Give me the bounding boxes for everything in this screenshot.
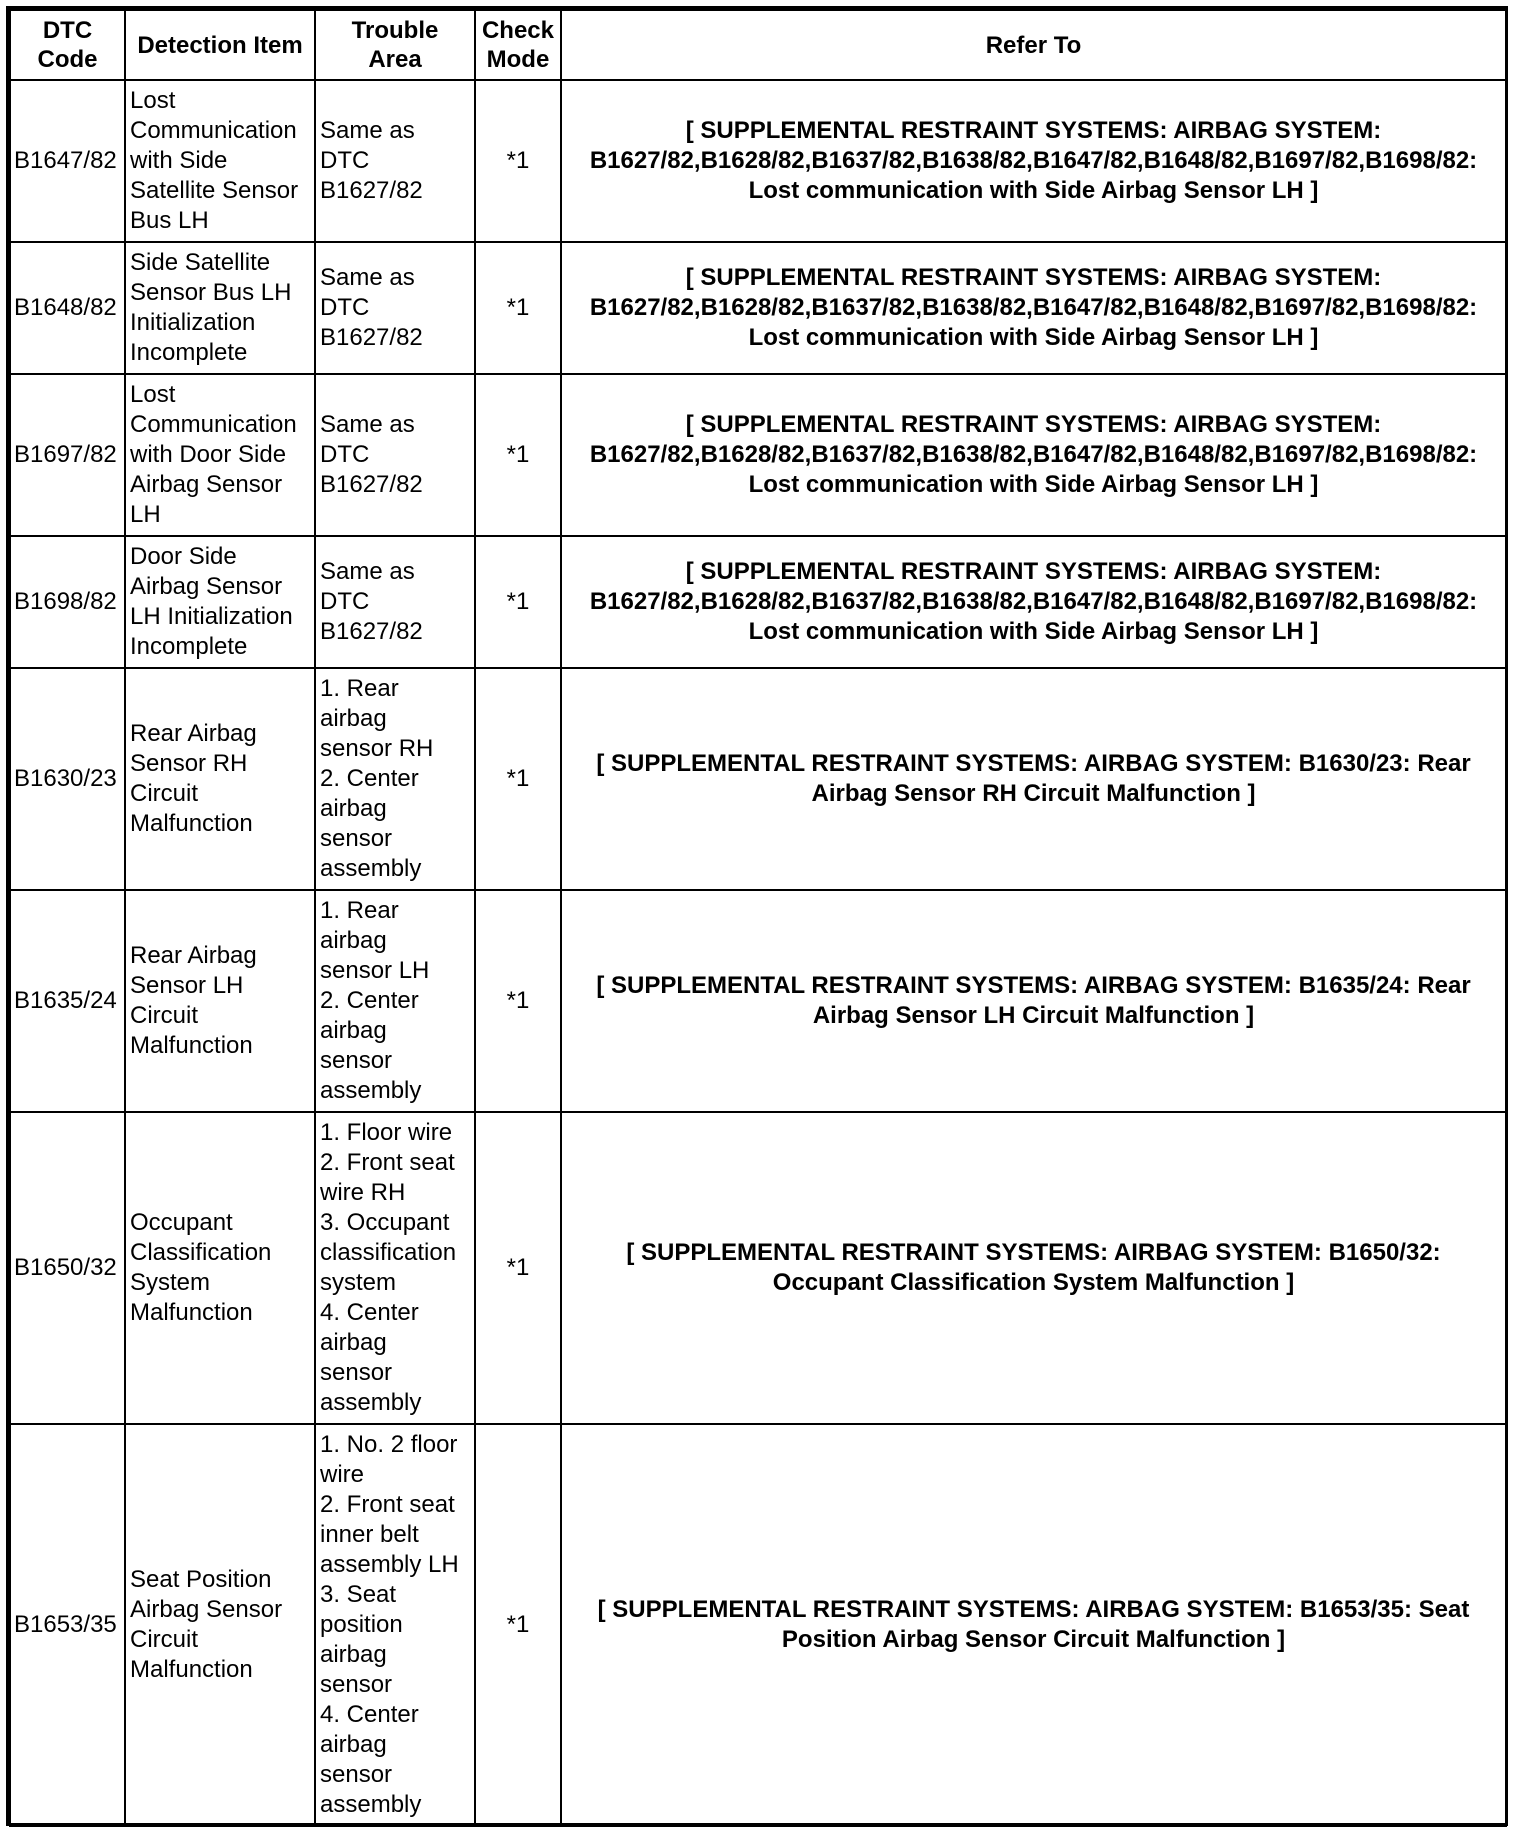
cell-line: assembly LH: [320, 1551, 459, 1578]
cell-line: Rear Airbag: [130, 720, 257, 747]
cell-line: airbag: [320, 705, 387, 732]
cell-line: Circuit: [130, 1626, 199, 1653]
header-detection-item: Detection Item: [125, 10, 315, 80]
detection-item-cell: [125, 80, 315, 242]
cell-line: System: [130, 1269, 211, 1296]
cell-line: Incomplete: [130, 339, 248, 366]
cell-line: 4. Center: [320, 1299, 419, 1326]
cell-line: Same as: [320, 117, 415, 144]
trouble-area-cell: [315, 536, 475, 668]
dtc-code-cell: B1635/24: [10, 890, 125, 1112]
cell-line: sensor: [320, 1047, 393, 1074]
cell-line: B1627/82,B1628/82,B1637/82,B1638/82,B1647/82,B1648/82,B1697/82,B1698/82:: [589, 588, 1478, 615]
cell-line: [ SUPPLEMENTAL RESTRAINT SYSTEMS: AIRBAG SYSTEM:: [685, 117, 1382, 144]
cell-line: DTC: [320, 441, 370, 468]
refer-to-link[interactable]: [561, 374, 1506, 536]
cell-line: DTC: [320, 294, 370, 321]
cell-line: 1. Rear: [320, 675, 399, 702]
cell-line: Door Side: [130, 543, 237, 570]
cell-line: airbag: [320, 1017, 387, 1044]
refer-to-link[interactable]: [561, 536, 1506, 668]
refer-to-link[interactable]: [561, 242, 1506, 374]
cell-line: Lost: [130, 381, 176, 408]
cell-line: with Door Side: [130, 441, 287, 468]
cell-line: 1. Floor wire: [320, 1119, 453, 1146]
cell-line: airbag: [320, 927, 387, 954]
detection-item-cell: [125, 242, 315, 374]
check-mode-cell: *1: [475, 374, 561, 536]
cell-line: Communication: [130, 411, 297, 438]
cell-line: Occupant Classification System Malfunction ]: [772, 1269, 1295, 1296]
dtc-code-cell: B1630/23: [10, 668, 125, 890]
cell-line: Seat Position: [130, 1566, 272, 1593]
cell-line: Incomplete: [130, 633, 248, 660]
header-check-mode: Check Mode: [475, 10, 561, 80]
cell-line: airbag: [320, 795, 387, 822]
check-mode-cell: *1: [475, 80, 561, 242]
cell-line: LH Initialization: [130, 603, 293, 630]
cell-line: Malfunction: [130, 1299, 253, 1326]
cell-line: Airbag Sensor RH Circuit Malfunction ]: [811, 780, 1256, 807]
dtc-code-cell: B1697/82: [10, 374, 125, 536]
refer-to-link[interactable]: [561, 890, 1506, 1112]
cell-line: B1627/82: [320, 618, 423, 645]
cell-line: system: [320, 1269, 397, 1296]
dtc-table: [9, 9, 1507, 1827]
cell-line: sensor RH: [320, 735, 434, 762]
trouble-area-cell: [315, 242, 475, 374]
dtc-code-cell: B1653/35: [10, 1424, 125, 1826]
cell-line: Occupant: [130, 1209, 233, 1236]
table-row: [10, 1424, 1506, 1826]
header-row: [10, 10, 1506, 80]
cell-line: 2. Center: [320, 765, 419, 792]
detection-item-cell: [125, 890, 315, 1112]
check-mode-cell: *1: [475, 890, 561, 1112]
trouble-area-cell: [315, 890, 475, 1112]
cell-line: Circuit: [130, 1002, 199, 1029]
table-row: [10, 374, 1506, 536]
cell-line: [ SUPPLEMENTAL RESTRAINT SYSTEMS: AIRBAG SYSTEM: B1635/24: Rear: [596, 972, 1471, 999]
cell-line: Malfunction: [130, 1032, 253, 1059]
cell-line: [ SUPPLEMENTAL RESTRAINT SYSTEMS: AIRBAG SYSTEM:: [685, 558, 1382, 585]
cell-line: [ SUPPLEMENTAL RESTRAINT SYSTEMS: AIRBAG SYSTEM:: [685, 411, 1382, 438]
cell-line: 4. Center: [320, 1701, 419, 1728]
cell-line: sensor: [320, 825, 393, 852]
cell-line: [ SUPPLEMENTAL RESTRAINT SYSTEMS: AIRBAG SYSTEM: B1653/35: Seat: [597, 1596, 1470, 1623]
table-row: [10, 242, 1506, 374]
refer-to-link[interactable]: [561, 668, 1506, 890]
cell-line: Bus LH: [130, 207, 209, 234]
check-mode-cell: *1: [475, 242, 561, 374]
cell-line: [ SUPPLEMENTAL RESTRAINT SYSTEMS: AIRBAG SYSTEM: B1650/32:: [626, 1239, 1441, 1266]
cell-line: with Side: [130, 147, 228, 174]
cell-line: airbag: [320, 1329, 387, 1356]
refer-to-link[interactable]: [561, 1112, 1506, 1424]
cell-line: classification: [320, 1239, 457, 1266]
refer-to-link[interactable]: [561, 80, 1506, 242]
cell-line: Lost communication with Side Airbag Sensor LH ]: [748, 618, 1319, 645]
trouble-area-cell: [315, 374, 475, 536]
check-mode-cell: *1: [475, 1112, 561, 1424]
cell-line: Airbag Sensor: [130, 573, 283, 600]
cell-line: 3. Seat: [320, 1581, 397, 1608]
cell-line: airbag: [320, 1641, 387, 1668]
table-row: [10, 890, 1506, 1112]
table-row: [10, 668, 1506, 890]
cell-line: Airbag Sensor LH Circuit Malfunction ]: [812, 1002, 1255, 1029]
cell-line: Airbag Sensor: [130, 1596, 283, 1623]
cell-line: inner belt: [320, 1521, 419, 1548]
cell-line: Classification: [130, 1239, 272, 1266]
dtc-code-cell: B1647/82: [10, 80, 125, 242]
cell-line: Same as: [320, 558, 415, 585]
cell-line: 2. Front seat: [320, 1491, 455, 1518]
cell-line: Sensor Bus LH: [130, 279, 292, 306]
cell-line: 1. No. 2 floor: [320, 1431, 458, 1458]
detection-item-cell: [125, 1424, 315, 1826]
detection-item-cell: [125, 1112, 315, 1424]
trouble-area-cell: [315, 668, 475, 890]
cell-line: Lost: [130, 87, 176, 114]
cell-line: Rear Airbag: [130, 942, 257, 969]
dtc-code-cell: B1648/82: [10, 242, 125, 374]
cell-line: 3. Occupant: [320, 1209, 450, 1236]
cell-line: 2. Center: [320, 987, 419, 1014]
cell-line: wire: [320, 1461, 365, 1488]
cell-line: Position Airbag Sensor Circuit Malfunction ]: [781, 1626, 1286, 1653]
cell-line: B1627/82: [320, 324, 423, 351]
cell-line: assembly: [320, 1791, 422, 1818]
cell-line: DTC: [320, 147, 370, 174]
cell-line: LH: [130, 501, 161, 528]
header-trouble-area: Trouble Area: [315, 10, 475, 80]
check-mode-cell: *1: [475, 536, 561, 668]
cell-line: Same as: [320, 411, 415, 438]
cell-line: B1627/82,B1628/82,B1637/82,B1638/82,B1647/82,B1648/82,B1697/82,B1698/82:: [589, 441, 1478, 468]
detection-item-cell: [125, 668, 315, 890]
cell-line: B1627/82: [320, 177, 423, 204]
cell-line: Satellite Sensor: [130, 177, 299, 204]
cell-line: Circuit: [130, 780, 199, 807]
cell-line: 1. Rear: [320, 897, 399, 924]
cell-line: Initialization: [130, 309, 256, 336]
table-row: [10, 536, 1506, 668]
cell-line: assembly: [320, 1077, 422, 1104]
check-mode-cell: *1: [475, 668, 561, 890]
cell-line: 2. Front seat: [320, 1149, 455, 1176]
cell-line: assembly: [320, 855, 422, 882]
cell-line: [ SUPPLEMENTAL RESTRAINT SYSTEMS: AIRBAG SYSTEM: B1630/23: Rear: [596, 750, 1471, 777]
cell-line: sensor: [320, 1761, 393, 1788]
cell-line: Lost communication with Side Airbag Sensor LH ]: [748, 324, 1319, 351]
cell-line: B1627/82,B1628/82,B1637/82,B1638/82,B1647/82,B1648/82,B1697/82,B1698/82:: [589, 147, 1478, 174]
cell-line: wire RH: [320, 1179, 406, 1206]
cell-line: B1627/82: [320, 471, 423, 498]
cell-line: B1627/82,B1628/82,B1637/82,B1638/82,B1647/82,B1648/82,B1697/82,B1698/82:: [589, 294, 1478, 321]
cell-line: sensor LH: [320, 957, 430, 984]
detection-item-cell: [125, 374, 315, 536]
header-dtc-code: DTC Code: [10, 10, 125, 80]
cell-line: Malfunction: [130, 1656, 253, 1683]
cell-line: DTC: [320, 588, 370, 615]
cell-line: Communication: [130, 117, 297, 144]
cell-line: Side Satellite: [130, 249, 271, 276]
detection-item-cell: [125, 536, 315, 668]
cell-line: Malfunction: [130, 810, 253, 837]
dtc-code-cell: B1698/82: [10, 536, 125, 668]
refer-to-link[interactable]: [561, 1424, 1506, 1826]
header-refer-to: Refer To: [561, 10, 1506, 80]
cell-line: Airbag Sensor: [130, 471, 283, 498]
cell-line: Same as: [320, 264, 415, 291]
cell-line: Sensor RH: [130, 750, 248, 777]
trouble-area-cell: [315, 1112, 475, 1424]
cell-line: sensor: [320, 1671, 393, 1698]
table-row: [10, 80, 1506, 242]
table-row: [10, 1112, 1506, 1424]
cell-line: Lost communication with Side Airbag Sensor LH ]: [748, 177, 1319, 204]
cell-line: [ SUPPLEMENTAL RESTRAINT SYSTEMS: AIRBAG SYSTEM:: [685, 264, 1382, 291]
trouble-area-cell: [315, 1424, 475, 1826]
check-mode-cell: *1: [475, 1424, 561, 1826]
cell-line: Lost communication with Side Airbag Sensor LH ]: [748, 471, 1319, 498]
cell-line: airbag: [320, 1731, 387, 1758]
cell-line: position: [320, 1611, 403, 1638]
cell-line: assembly: [320, 1389, 422, 1416]
cell-line: sensor: [320, 1359, 393, 1386]
trouble-area-cell: [315, 80, 475, 242]
dtc-code-cell: B1650/32: [10, 1112, 125, 1424]
cell-line: Sensor LH: [130, 972, 244, 999]
